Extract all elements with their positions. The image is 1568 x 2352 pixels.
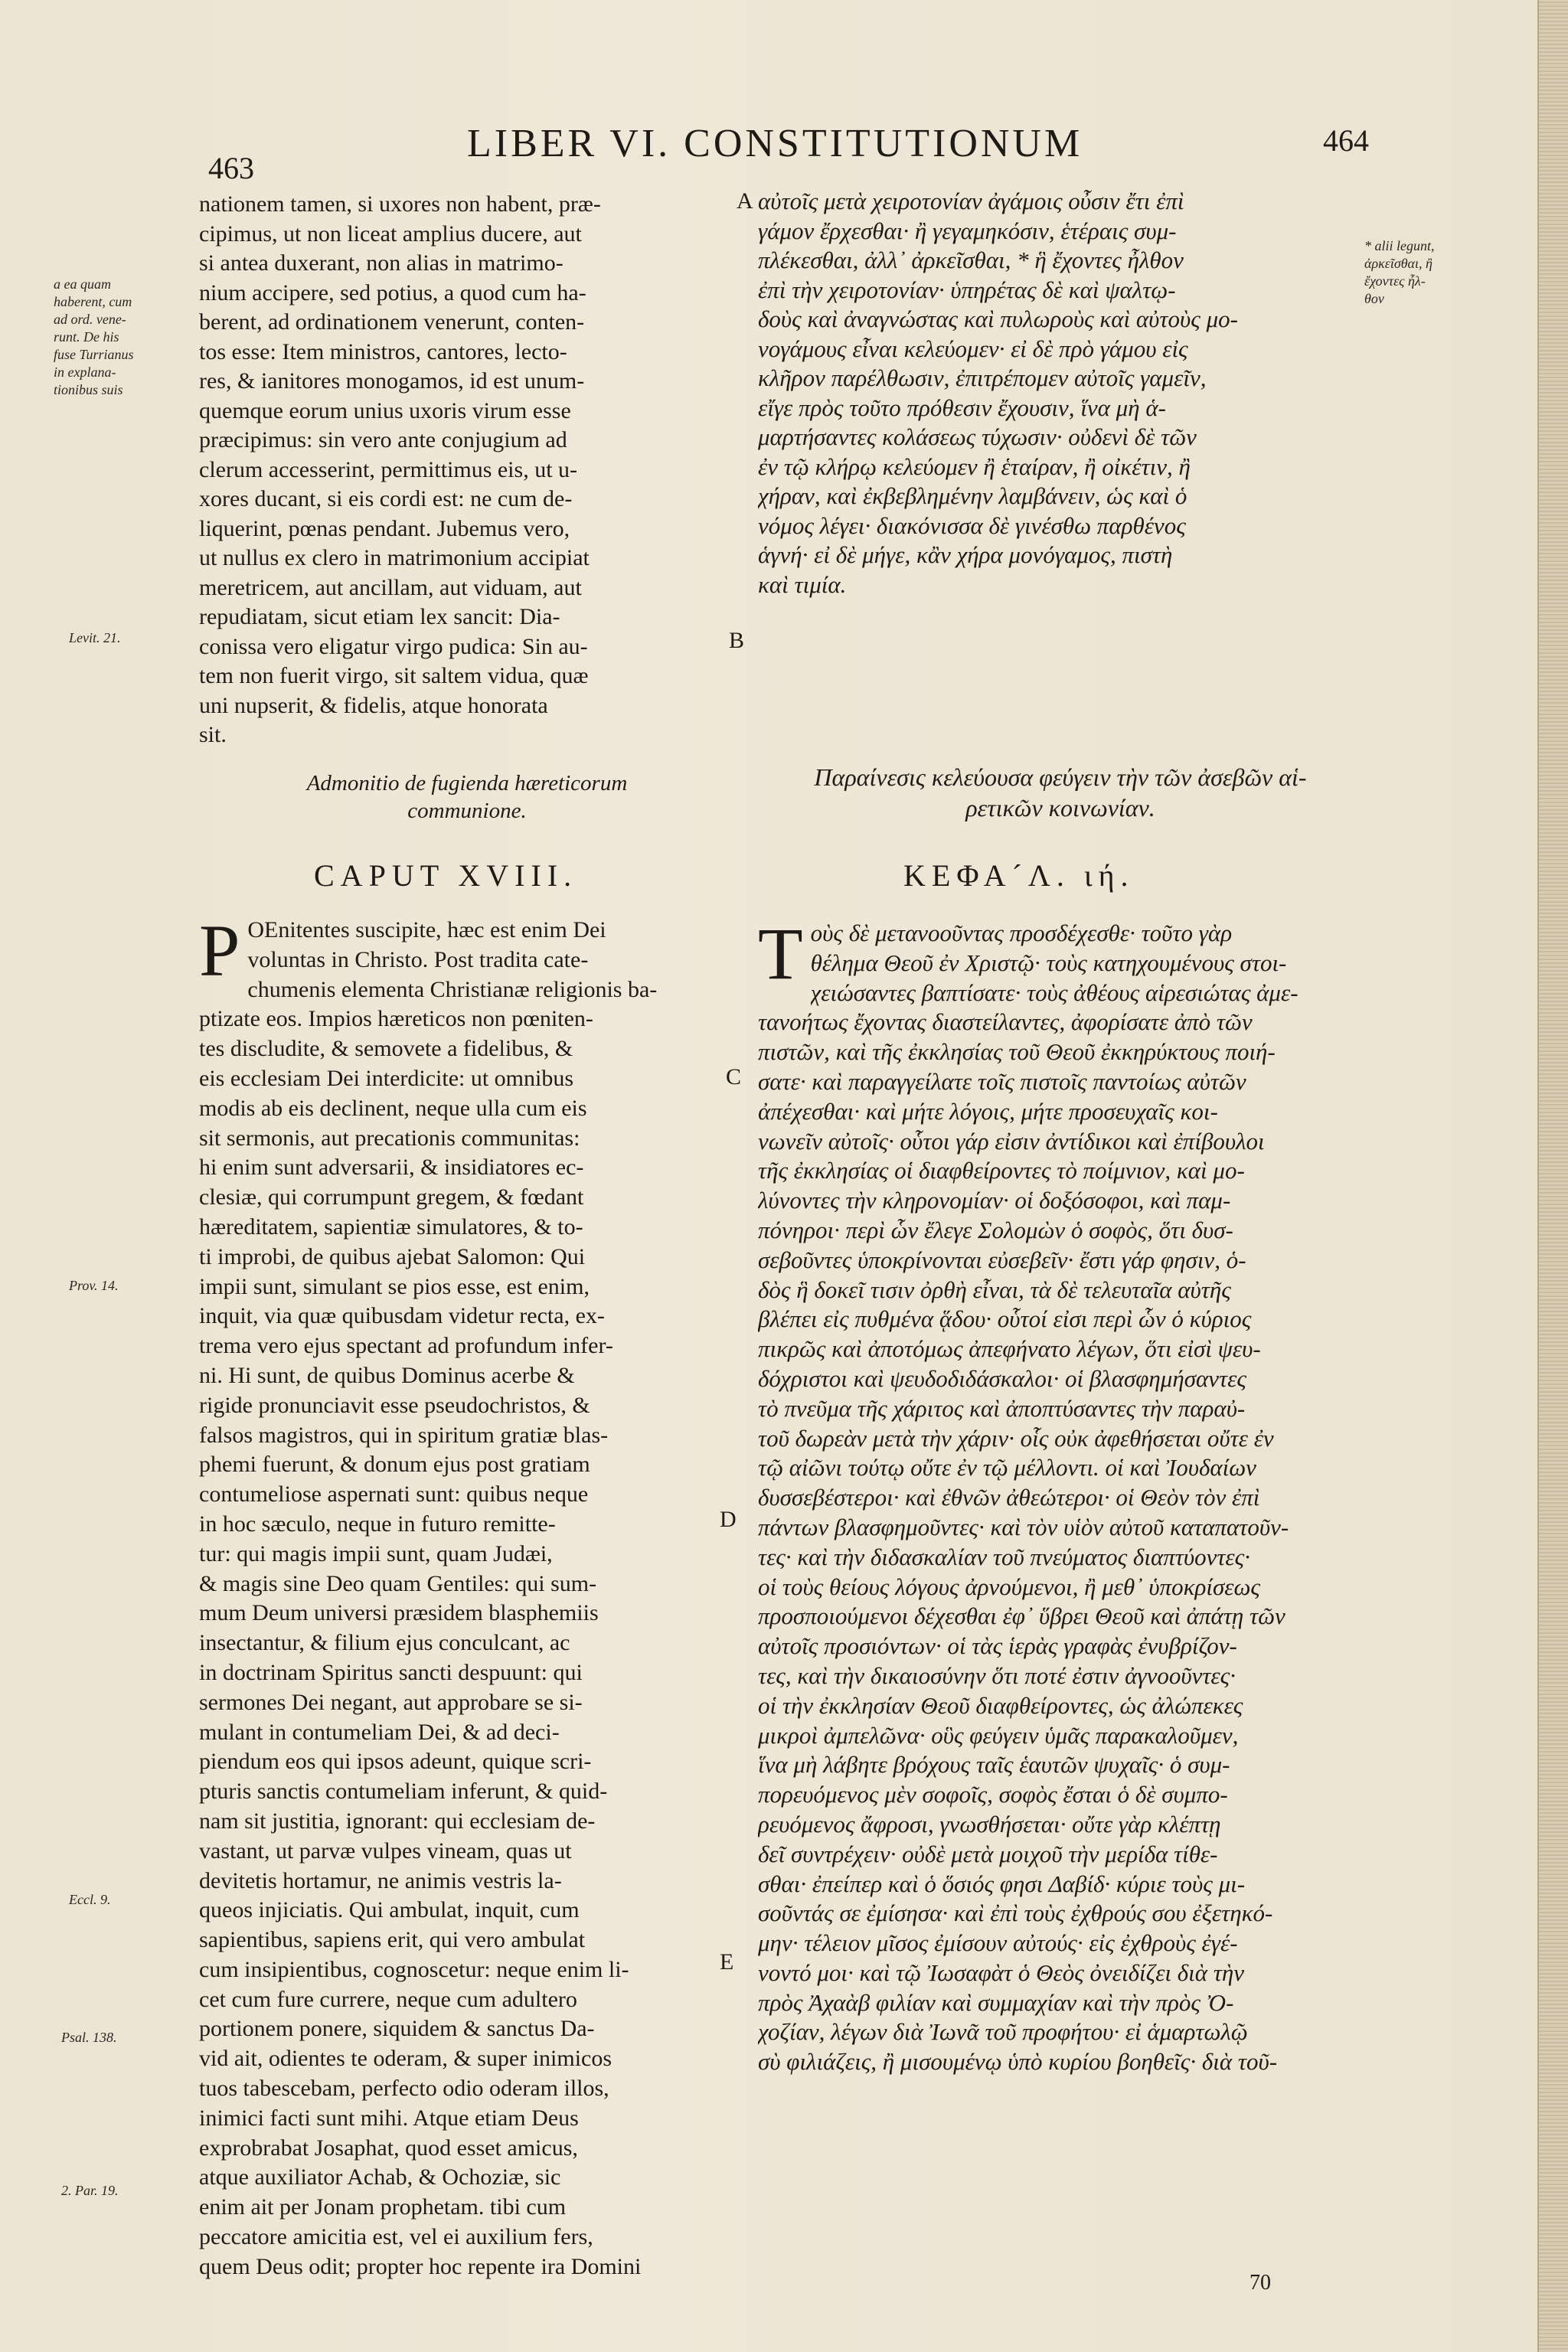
section-letter-e: E (720, 1949, 734, 1975)
latin-text-line: res, & ianitores monogamos, id est unum- (199, 368, 585, 394)
margin-note-levit: Levit. 21. (69, 630, 121, 645)
latin-text-line: modis ab eis declinent, neque ulla cum eis (199, 1095, 587, 1121)
latin-text-line: clesiæ, qui corrumpunt gregem, & fœdant (199, 1184, 584, 1210)
page-number-right: 464 (1323, 123, 1369, 158)
greek-text-line: δοὺς καὶ ἀναγνώστας καὶ πυλωροὺς καὶ αὐτοὺς μο- (758, 305, 1238, 332)
latin-text-line: tes discludite, & semovete a fidelibus, & (199, 1036, 573, 1062)
latin-text-line: OEnitentes suscipite, hæc est enim Dei (247, 917, 606, 942)
caput-heading-latin: CAPUT XVIII. (314, 858, 578, 893)
latin-text-line: nam sit justitia, ignorant: qui ecclesiam de- (199, 1808, 596, 1834)
latin-text-line: enim ait per Jonam prophetam. tibi cum (199, 2194, 567, 2220)
greek-text-line: ἁγνή· εἰ δὲ μήγε, κἂν χήρα μονόγαμος, πιστὴ (758, 541, 1173, 568)
greek-text-line: νωνεῖν αὐτοῖς· οὗτοι γάρ εἰσιν ἀντίδικοι καὶ ἐπίβουλοι (758, 1127, 1265, 1155)
latin-text-line: sit. (199, 722, 227, 747)
latin-text-line: rigide pronunciavit esse pseudochristos, & (199, 1392, 590, 1418)
greek-text-line: οἱ τοὺς θείους λόγους ἀρνούμενοι, ἢ μεθ᾽ ὑποκρίσεως (758, 1573, 1260, 1600)
greek-text-line: ἐπὶ τὴν χειροτονίαν· ὑπηρέτας δὲ καὶ ψαλτῳ- (758, 276, 1176, 303)
margin-note-line: haberent, cum (54, 294, 132, 309)
signature-mark: 70 (1250, 2271, 1271, 2295)
latin-text-line: berent, ad ordinationem venerunt, conten- (199, 309, 585, 335)
latin-drop-cap: P (199, 910, 240, 991)
greek-text-line: οἱ τὴν ἐκκλησίαν Θεοῦ διαφθείροντες, ὡς ἀλώπεκες (758, 1691, 1243, 1719)
latin-text-line: repudiatam, sicut etiam lex sancit: Dia- (199, 604, 560, 629)
margin-note-line: in explana- (54, 364, 116, 380)
margin-note-line: θον (1364, 291, 1384, 306)
latin-text-line: piendum eos qui ipsos adeunt, quique scri- (199, 1749, 592, 1775)
margin-note-psal: Psal. 138. (61, 2030, 117, 2045)
latin-text-line: sit sermonis, aut precationis communitas: (199, 1125, 580, 1151)
greek-text-line: αὐτοῖς μετὰ χειροτονίαν ἀγάμοις οὖσιν ἔτι ἐπὶ (758, 188, 1184, 214)
latin-text-line: atque auxiliator Achab, & Ochoziæ, sic (199, 2164, 561, 2190)
latin-text-line: exprobrabat Josaphat, quod esset amicus, (199, 2135, 578, 2161)
greek-text-line: προσποιούμενοι δέχεσθαι ἐφ᾽ ὕβρει Θεοῦ καὶ ἀπάτῃ τῶν (758, 1602, 1285, 1630)
margin-note-line: ἀρκεῖσθαι, ἢ (1364, 256, 1432, 271)
greek-text-line: σὺ φιλιάζεις, ἢ μισουμένῳ ὑπὸ κυρίου βοηθεῖς· διὰ τοῦ- (758, 2048, 1278, 2076)
latin-text-line: xores ducant, si eis cordi est: ne cum de- (199, 486, 573, 511)
greek-text-line: πικρῶς καὶ ἀποτόμως ἀπεφήνατο λέγων, ὅτι εἰσὶ ψευ- (758, 1335, 1261, 1363)
section-letter-b: B (729, 628, 745, 653)
page-edge (1537, 0, 1568, 2352)
greek-column-body (758, 913, 1363, 2077)
margin-note-alii (1364, 237, 1494, 308)
latin-text-line: nium accipere, sed potius, a quod cum ha- (199, 279, 586, 305)
greek-text-line: σοῦντάς σε ἐμίσησα· καὶ ἐπὶ τοὺς ἐχθρούς σου ἐξετηκό- (758, 1900, 1273, 1927)
greek-text-line: δὸς ἣ δοκεῖ τισιν ὀρθὴ εἶναι, τὰ δὲ τελευταῖα αὐτῆς (758, 1276, 1231, 1303)
greek-text-line: μην· τέλειον μῖσος ἐμίσουν αὐτούς· εἰς ἐχθροὺς ἐγέ- (758, 1929, 1238, 1957)
margin-note-prov: Prov. 14. (69, 1278, 119, 1293)
latin-text-line: & magis sine Deo quam Gentiles: qui sum- (199, 1570, 597, 1596)
latin-text-line: peccatore amicitia est, vel ei auxilium fers, (199, 2224, 593, 2250)
latin-text-line: tem non fuerit virgo, sit saltem vidua, quæ (199, 663, 589, 688)
greek-text-line: σθαι· ἐπείπερ καὶ ὁ ὅσιός φησι Δαβίδ· κύριε τοὺς μι- (758, 1870, 1246, 1897)
latin-column-body (199, 910, 735, 2282)
margin-note-line: fuse Turrianus (54, 347, 134, 362)
greek-text-line: μαρτήσαντες κολάσεως τύχωσιν· οὐδενὶ δὲ τῶν (758, 423, 1197, 450)
latin-text-line: quem Deus odit; propter hoc repente ira Domini (199, 2253, 642, 2279)
section-letter-a: A (737, 188, 753, 214)
latin-text-line: queos injiciatis. Qui ambulat, inquit, cum (199, 1897, 580, 1923)
latin-text-line: impii sunt, simulant se pios esse, est enim, (199, 1273, 590, 1299)
latin-text-line: tur: qui magis impii sunt, quam Judæi, (199, 1540, 553, 1566)
greek-text-line: τῆς ἐκκλησίας οἱ διαφθείροντες τὸ ποίμνιον, καὶ μο- (758, 1157, 1245, 1184)
greek-text-line: εἴγε πρὸς τοῦτο πρόθεσιν ἔχουσιν, ἵνα μὴ ἁ- (758, 394, 1166, 421)
section-letter-d: D (720, 1507, 737, 1532)
greek-text-line: τῷ αἰῶνι τούτῳ οὔτε ἐν τῷ μέλλοντι. οἱ καὶ Ἰουδαίων (758, 1454, 1256, 1481)
greek-text-line: τοῦ δωρεὰν μετὰ τὴν χάριν· οἷς οὐκ ἀφεθήσεται οὔτε ἐν (758, 1424, 1274, 1452)
latin-text-line: mum Deum universi præsidem blasphemiis (199, 1600, 599, 1626)
latin-text-line: voluntas in Christo. Post tradita cate- (247, 946, 589, 972)
greek-text-line: νογάμους εἶναι κελεύομεν· εἰ δὲ πρὸ γάμου εἰς (758, 335, 1188, 362)
latin-text-line: tuos tabescebam, perfecto odio oderam illos, (199, 2076, 609, 2102)
latin-text-line: devitetis hortamur, ne animis vestris la- (199, 1867, 562, 1893)
latin-text-line: vastant, ut parvæ vulpes vineam, quas ut (199, 1838, 572, 1864)
greek-text-line: τες, καὶ τὴν δικαιοσύνην ὅτι ποτέ ἐστιν ἀγνοοῦντες· (758, 1661, 1236, 1689)
greek-text-line: χειώσαντες βαπτίσατε· τοὺς ἀθέους αἱρεσιώτας ἀμε- (810, 978, 1298, 1006)
greek-text-line: θέλημα Θεοῦ ἐν Χριστῷ· τοὺς κατηχουμένους στοι- (810, 949, 1287, 976)
greek-text-line: πορευόμενος μὲν σοφοῖς, σοφὸς ἔσται ὁ δὲ συμπο- (758, 1781, 1228, 1808)
latin-text-line: inimici facti sunt mihi. Atque etiam Deus (199, 2105, 579, 2131)
caput-heading-greek: ΚΕΦΑ´Λ. ιή. (903, 858, 1135, 893)
latin-text-line: tos esse: Item ministros, cantores, lecto- (199, 338, 567, 364)
greek-text-line: καὶ τιμία. (758, 570, 847, 598)
latin-text-line: sapientibus, sapiens erit, qui vero ambulat (199, 1927, 586, 1953)
greek-text-line: πόνηροι· περὶ ὧν ἔλεγε Σολομὼν ὁ σοφὸς, ὅτι δυσ- (758, 1216, 1233, 1243)
latin-text-line: in doctrinam Spiritus sancti despuunt: qui (199, 1659, 583, 1685)
greek-text-line: χήραν, καὶ ἐκβεβλημένην λαμβάνειν, ὡς καὶ ὁ (758, 482, 1187, 509)
latin-text-line: ti improbi, de quibus ajebat Salomon: Qui (199, 1243, 586, 1269)
running-title: LIBER VI. CONSTITUTIONUM (467, 122, 1083, 165)
greek-text-line: γάμον ἔρχεσθαι· ἢ γεγαμηκόσιν, ἑτέραις συμ- (758, 217, 1177, 244)
margin-note-line: * alii legunt, (1364, 238, 1435, 253)
greek-text-line: πλέκεσθαι, ἀλλ᾽ ἀρκεῖσθαι, * ἣ ἔχοντες ἦλθον (758, 247, 1184, 273)
latin-text-line: hæreditatem, sapientiæ simulatores, & to- (199, 1214, 583, 1240)
latin-text-line: trema vero ejus spectant ad profundum infer- (199, 1333, 613, 1359)
latin-text-line: præcipimus: sin vero ante conjugium ad (199, 427, 567, 452)
margin-note-line: ἔχοντες ἦλ- (1364, 273, 1426, 289)
greek-drop-cap: T (758, 913, 803, 995)
latin-text-line: eis ecclesiam Dei interdicite: ut omnibus (199, 1065, 574, 1091)
greek-text-line: δόχριστοι καὶ ψευδοδιδάσκαλοι· οἱ βλασφημήσαντες (758, 1364, 1246, 1392)
greek-text-line: τες· καὶ τὴν διδασκαλίαν τοῦ πνεύματος διαπτύοντες· (758, 1543, 1250, 1570)
page-number-left: 463 (208, 151, 254, 185)
latin-text-line: ut nullus ex clero in matrimonium accipiat (199, 545, 590, 570)
margin-note-par: 2. Par. 19. (61, 2183, 119, 2198)
margin-note-a (54, 276, 191, 399)
latin-text-line: phemi fuerunt, & donum ejus post gratiam (199, 1452, 590, 1478)
greek-text-line: ἐν τῷ κλήρῳ κελεύομεν ἢ ἑταίραν, ἢ οἰκέτιν, ἢ (758, 452, 1191, 480)
margin-note-line: ad ord. vene- (54, 312, 126, 327)
greek-text-line: ἀπέχεσθαι· καὶ μήτε λόγοις, μήτε προσευχαῖς κοι- (758, 1097, 1218, 1125)
latin-text-line: liquerint, pœnas pendant. Jubemus vero, (199, 515, 570, 541)
latin-text-line: ni. Hi sunt, de quibus Dominus acerbe & (199, 1362, 575, 1388)
margin-note-line: a ea quam (54, 276, 111, 292)
latin-text-line: falsos magistros, qui in spiritum gratiæ blas- (199, 1422, 609, 1448)
greek-text-line: χοζίαν, λέγων διὰ Ἰωνᾶ τοῦ προφήτου· εἰ ἁμαρτωλῷ (758, 2018, 1248, 2046)
greek-text-line: κλῆρον παρέλθωσιν, ἐπιτρέπομεν αὐτοῖς γαμεῖν, (758, 364, 1207, 391)
latin-text-line: insectantur, & filium ejus conculcant, ac (199, 1630, 570, 1656)
latin-text-line: in hoc sæculo, neque in futuro remitte- (199, 1511, 556, 1537)
greek-text-line: τὸ πνεῦμα τῆς χάριτος καὶ ἀποπτύσαντες τὴν παραὐ- (758, 1394, 1246, 1422)
latin-text-line: quemque eorum unius uxoris virum esse (199, 397, 571, 423)
latin-text-line: hi enim sunt adversarii, & insidiatores ec- (199, 1155, 584, 1181)
greek-text-line: σεβοῦντες ὑποκρίνονται εὐσεβεῖν· ἔστι γάρ φησιν, ὁ- (758, 1246, 1246, 1273)
greek-text-line: μικροὶ ἀμπελῶνα· οὓς φεύγειν ὑμᾶς παρακαλοῦμεν, (758, 1721, 1239, 1749)
latin-text-line: cet cum fure currere, neque cum adultero (199, 1986, 577, 2012)
margin-note-eccl: Eccl. 9. (69, 1892, 111, 1907)
latin-text-line: vid ait, odientes te oderam, & super inimicos (199, 2046, 612, 2072)
latin-text-line: mulant in contumeliam Dei, & ad deci- (199, 1719, 560, 1745)
latin-text-line: uni nupserit, & fidelis, atque honorata (199, 692, 548, 718)
latin-text-line: chumenis elementa Christianæ religionis ba- (247, 976, 658, 1002)
latin-text-line: cipimus, ut non liceat amplius ducere, aut (199, 220, 582, 247)
greek-text-line: πρὸς Ἀχαὰβ φιλίαν καὶ συμμαχίαν καὶ τὴν πρὸς Ὀ- (758, 1988, 1234, 2016)
page-header (199, 115, 1369, 185)
latin-text-line: si antea duxerant, non alias in matrimo- (199, 250, 564, 276)
latin-column-top (199, 190, 735, 750)
latin-text-line: inquit, via quæ quibusdam videtur recta, ex- (199, 1303, 605, 1329)
latin-text-line: contumeliose aspernati sunt: quibus neque (199, 1481, 589, 1508)
section-letter-c: C (726, 1064, 742, 1089)
latin-text-line: sermones Dei negant, aut approbare se si- (199, 1689, 583, 1715)
margin-note-line: runt. De his (54, 329, 119, 345)
greek-text-line: δεῖ συντρέχειν· οὐδὲ μετὰ μοιχοῦ τὴν μερίδα τίθε- (758, 1840, 1218, 1867)
greek-text-line: πάντων βλασφημοῦντες· καὶ τὸν υἱὸν αὐτοῦ καταπατοῦν- (758, 1513, 1289, 1540)
greek-text-line: αὐτοῖς προσιόντων· οἱ τὰς ἱερὰς γραφὰς ἐνυβρίζον- (758, 1632, 1237, 1660)
greek-text-line: δυσσεβέστεροι· καὶ ἐθνῶν ἀθεώτεροι· οἱ Θεὸν τὸν ἐπὶ (758, 1484, 1260, 1511)
greek-text-line: πιστῶν, καὶ τῆς ἐκκλησίας τοῦ Θεοῦ ἐκκηρύκτους ποιή- (758, 1038, 1276, 1066)
greek-text-line: λύνοντες τὴν κληρονομίαν· οἱ δοξόσοφοι, καὶ παμ- (758, 1187, 1231, 1214)
latin-text-line: pturis sanctis contumeliam inferunt, & quid- (199, 1779, 608, 1805)
greek-text-line: ρευόμενος ἄφροσι, γνωσθήσεται· οὔτε γὰρ κλέπτῃ (758, 1810, 1221, 1838)
greek-text-line: οὺς δὲ μετανοοῦντας προσδέχεσθε· τοῦτο γὰρ (810, 920, 1233, 946)
margin-note-line: tionibus suis (54, 382, 123, 397)
admonitio-greek: Παραίνεσις κελεύουσα φεύγειν τὴν τῶν ἀσεβῶν αἱ- ρετικῶν κοινωνίαν. (814, 763, 1307, 822)
latin-text-line: conissa vero eligatur virgo pudica: Sin au- (199, 633, 588, 659)
latin-text-line: clerum accesserint, permittimus eis, ut u- (199, 456, 578, 482)
greek-text-line: ἵνα μὴ λάβητε βρόχους ταῖς ἑαυτῶν ψυχαῖς· ὁ συμ- (758, 1751, 1230, 1779)
greek-text-line: νόμος λέγει· διακόνισσα δὲ γινέσθω παρθένος (758, 511, 1186, 539)
greek-text-line: βλέπει εἰς πυθμένα ᾅδου· οὗτοί εἰσι περὶ ὧν ὁ κύριος (758, 1305, 1252, 1333)
latin-text-line: meretricem, aut ancillam, aut viduam, aut (199, 574, 582, 600)
latin-text-line: nationem tamen, si uxores non habent, præ- (199, 191, 601, 217)
latin-text-line: cum insipientibus, cognoscetur: neque enim li- (199, 1956, 629, 1982)
latin-text-line: portionem ponere, siquidem & sanctus Da- (199, 2016, 595, 2042)
latin-text-line: ptizate eos. Impios hæreticos non pœniten- (199, 1006, 593, 1032)
admonitio-latin: Admonitio de fugienda hæreticorum communione. (306, 771, 628, 823)
greek-text-line: νοντό μοι· καὶ τῷ Ἰωσαφὰτ ὁ Θεὸς ὀνειδίζει διὰ τὴν (758, 1958, 1245, 1986)
greek-text-line: σατε· καὶ παραγγείλατε τοῖς πιστοῖς παντοίως αὐτῶν (758, 1067, 1246, 1095)
greek-column-top (758, 187, 1363, 599)
greek-text-line: τανοήτως ἔχοντας διαστείλαντες, ἀφορίσατε ἀπὸ τῶν (758, 1008, 1253, 1036)
